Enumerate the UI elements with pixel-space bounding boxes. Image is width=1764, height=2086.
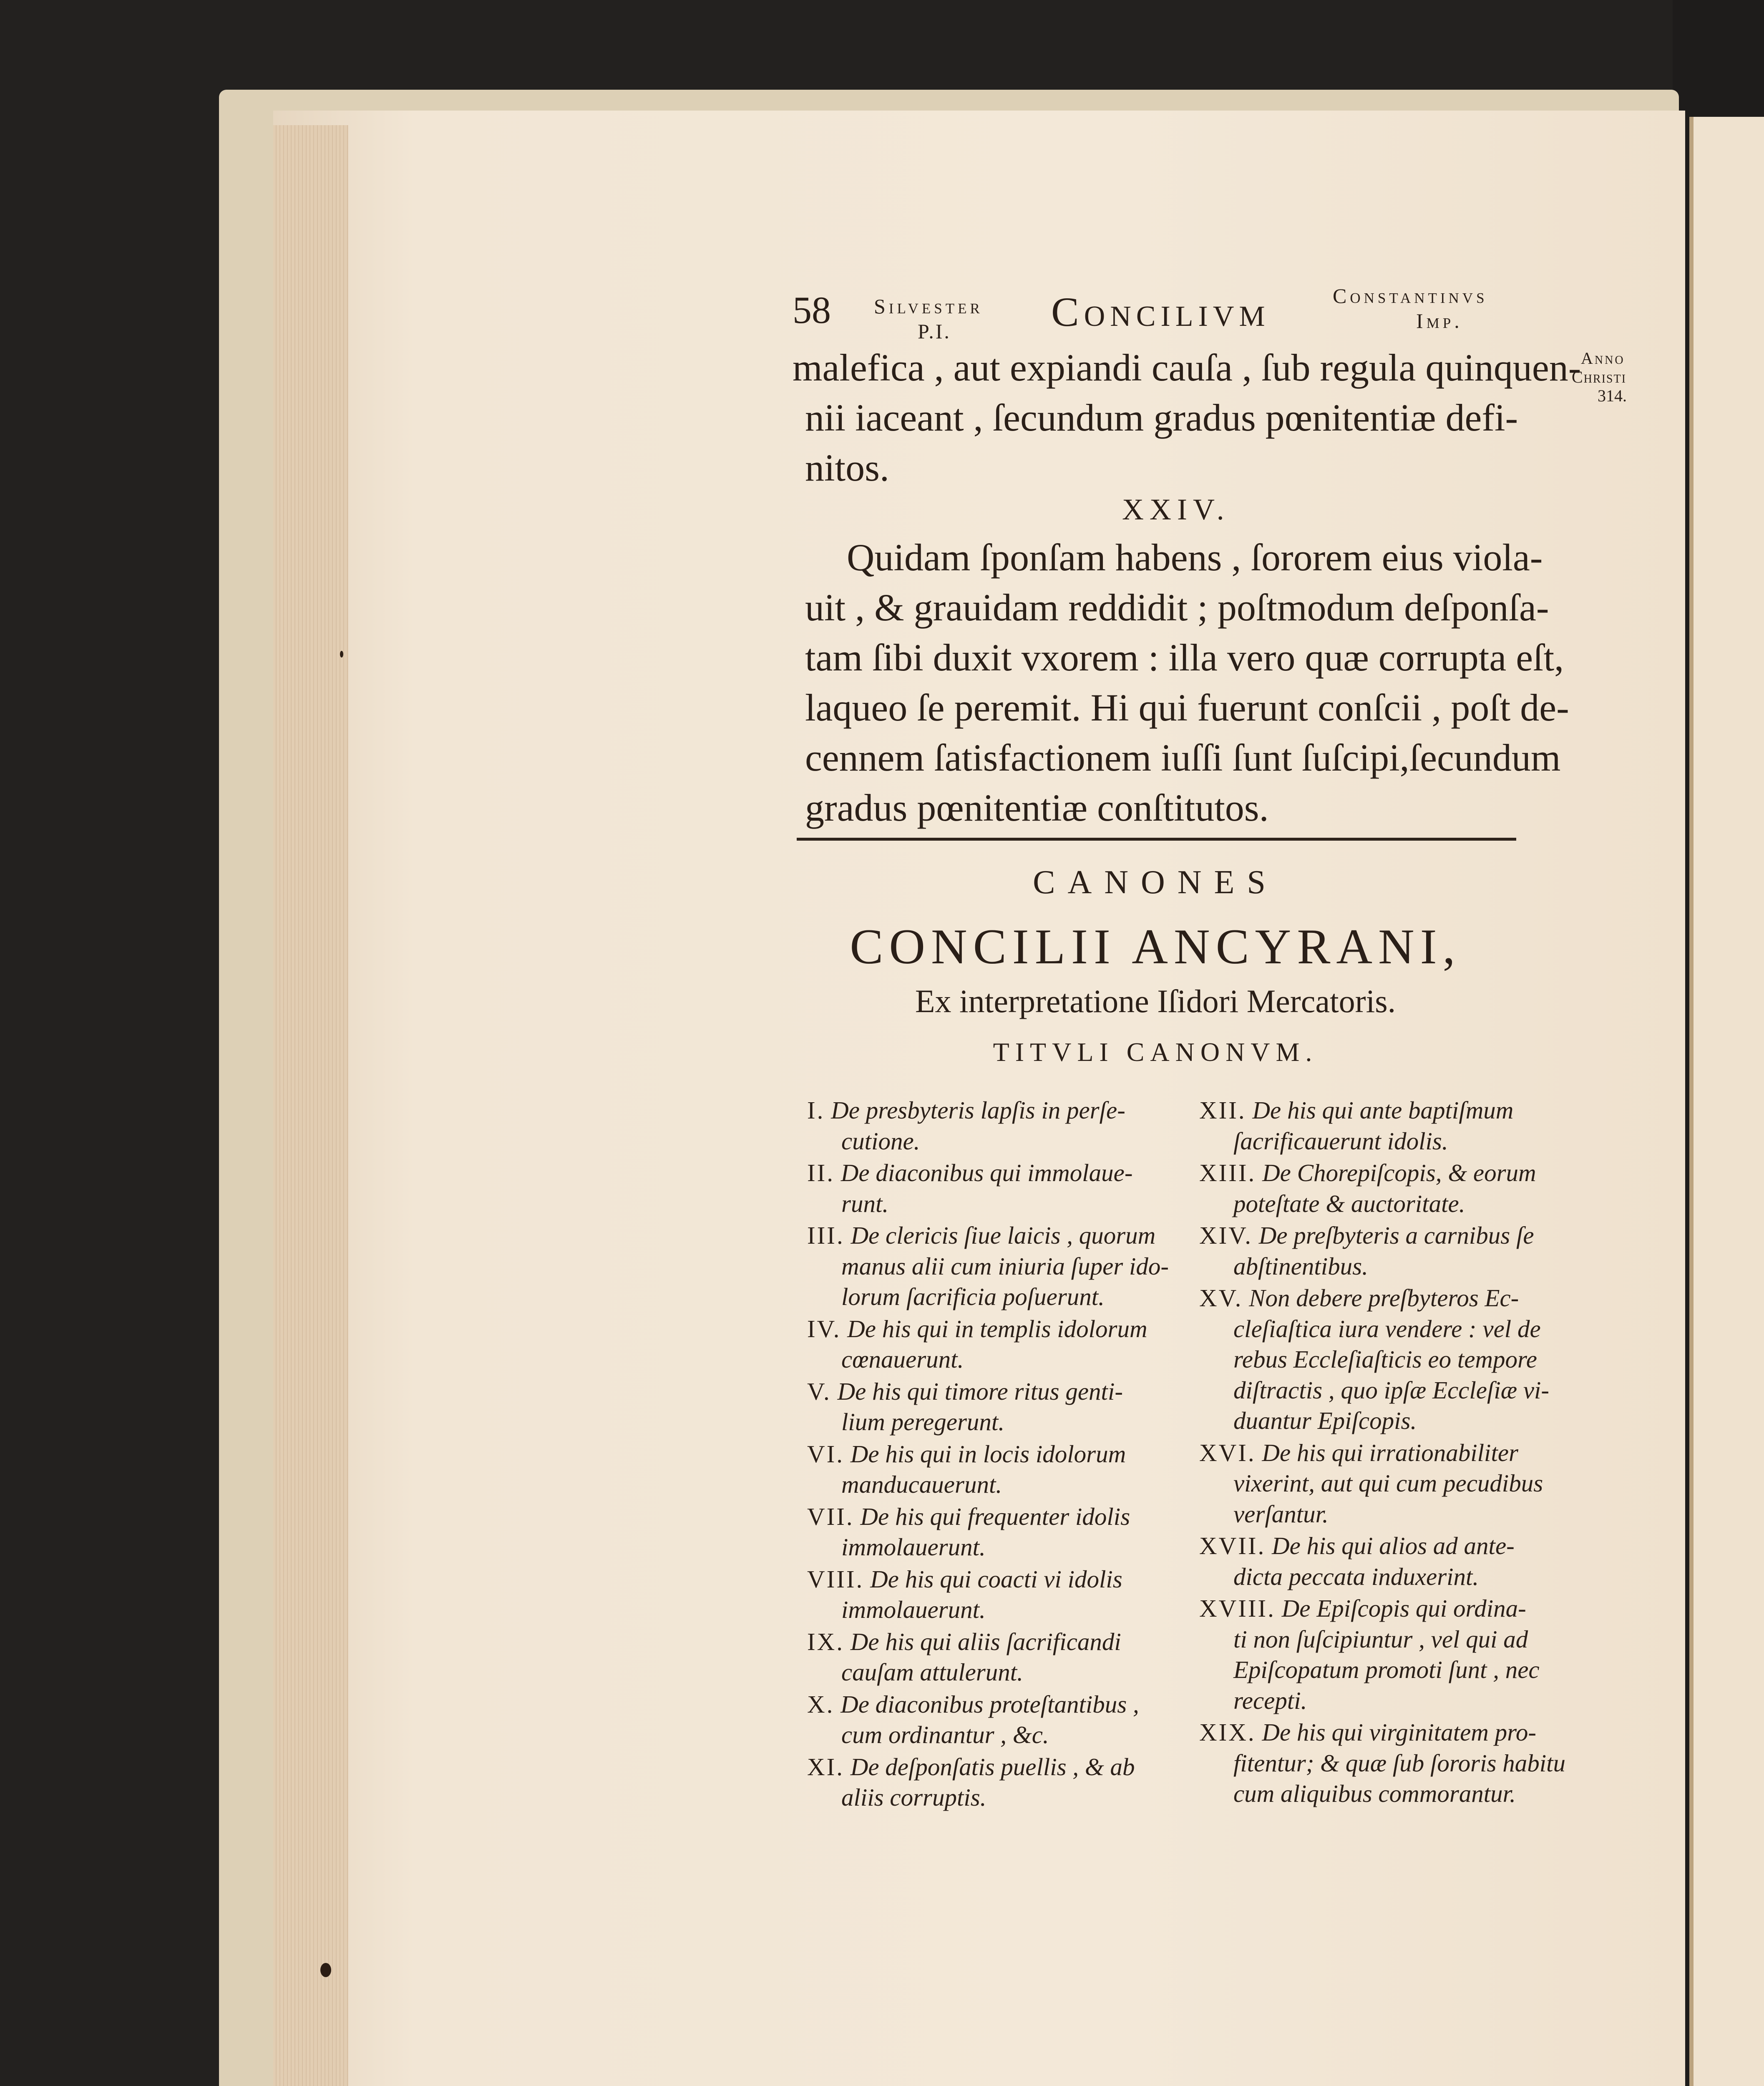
toc-number: XIX. xyxy=(1199,1718,1256,1746)
facing-page-edge xyxy=(1689,117,1764,2086)
toc-text: De his qui in locis idolorum xyxy=(850,1440,1126,1468)
toc-entry-9 xyxy=(807,1627,1183,1688)
toc-text: cum ordinantur , &c. xyxy=(841,1721,1049,1748)
body-line-7: tam ſibi duxit vxorem : illa vero quæ corrupta eſt, xyxy=(805,636,1564,679)
toc-entry-10 xyxy=(807,1689,1183,1751)
toc-text: fitentur; & quæ ſub ſororis habitu xyxy=(1233,1749,1566,1777)
body-line-1: malefica , aut expiandi cauſa , ſub regula quinquen- xyxy=(793,346,1581,389)
toc-text: manducauerunt. xyxy=(841,1471,1002,1498)
toc-text: ſacrificauerunt idolis. xyxy=(1233,1127,1448,1155)
toc-text: De his qui alios ad ante- xyxy=(1272,1532,1515,1559)
toc-text: De Chorepiſcopis, & eorum xyxy=(1262,1159,1536,1187)
toc-text: De his qui ante baptiſmum xyxy=(1252,1096,1514,1124)
toc-entry-8 xyxy=(807,1564,1183,1625)
toc-entry-17 xyxy=(1199,1531,1575,1592)
toc-number: XVIII. xyxy=(1199,1595,1276,1622)
toc-number: XIV. xyxy=(1199,1222,1253,1249)
ink-blot xyxy=(320,1963,331,1977)
toc-text: De clericis ſiue laicis , quorum xyxy=(851,1222,1156,1249)
toc-entry-18 xyxy=(1199,1593,1575,1716)
header-note-left-line1: Silvester xyxy=(874,295,983,318)
toc-number: VII. xyxy=(807,1502,854,1530)
page-edges-stack xyxy=(273,125,348,2086)
toc-text: De his qui coacti vi idolis xyxy=(870,1565,1122,1593)
toc-number: IV. xyxy=(807,1315,841,1343)
toc-number: X. xyxy=(807,1690,835,1718)
toc-entry-4 xyxy=(807,1314,1183,1375)
toc-text: Epiſcopatum promoti ſunt , nec xyxy=(1233,1656,1540,1683)
toc-entry-2 xyxy=(807,1158,1183,1219)
margin-note-line3: 314. xyxy=(1598,386,1627,405)
toc-number: XII. xyxy=(1199,1096,1246,1124)
toc-number: XV. xyxy=(1199,1284,1243,1312)
toc-text: De his qui frequenter idolis xyxy=(860,1502,1130,1530)
body-line-9: cennem ſatisfactionem iuſſi ſunt ſuſcipi,ſecundum xyxy=(805,736,1561,779)
toc-number: VI. xyxy=(807,1440,845,1468)
toc-text: De preſbyteris a carnibus ſe xyxy=(1258,1222,1534,1249)
toc-text: manus alii cum iniuria ſuper ido- xyxy=(841,1252,1169,1280)
toc-text: lium peregerunt. xyxy=(841,1408,1005,1436)
toc-text: De Epiſcopis qui ordina- xyxy=(1281,1595,1526,1622)
section-rule xyxy=(797,838,1516,841)
toc-entry-3 xyxy=(807,1220,1183,1313)
toc-text: verſantur. xyxy=(1233,1500,1329,1528)
toc-text: cauſam attulerunt. xyxy=(841,1658,1023,1686)
toc-entry-15 xyxy=(1199,1283,1575,1436)
toc-left-column xyxy=(807,1095,1183,1814)
toc-text: recepti. xyxy=(1233,1686,1307,1714)
page-number: 58 xyxy=(793,289,831,331)
toc-right-column xyxy=(1199,1095,1575,1811)
toc-number: IX. xyxy=(807,1627,845,1655)
toc-number: V. xyxy=(807,1377,831,1405)
toc-number: VIII. xyxy=(807,1565,864,1593)
toc-text: De his qui in templis idolorum xyxy=(847,1315,1147,1343)
section-title-line2: CONCILII ANCYRANI, xyxy=(850,919,1461,974)
toc-text: cleſiaſtica iura vendere : vel de xyxy=(1233,1315,1541,1343)
toc-text: De presbyteris lapſis in perſe- xyxy=(831,1096,1125,1124)
toc-entry-11 xyxy=(807,1752,1183,1813)
toc-number: I. xyxy=(807,1096,825,1124)
toc-text: dicta peccata induxerint. xyxy=(1233,1562,1479,1590)
body-line-6: uit , & grauidam reddidit ; poſtmodum deſponſa- xyxy=(805,586,1549,629)
toc-entry-12 xyxy=(1199,1095,1575,1156)
toc-text: duantur Epiſcopis. xyxy=(1233,1407,1417,1434)
toc-heading: TITVLI CANONVM. xyxy=(993,1037,1318,1067)
body-line-3: nitos. xyxy=(805,446,889,489)
toc-text: vixerint, aut qui cum pecudibus xyxy=(1233,1469,1543,1497)
running-title: Concilivm xyxy=(1051,289,1270,335)
toc-number: XIII. xyxy=(1199,1159,1256,1187)
toc-text: cutione. xyxy=(841,1127,920,1155)
header-note-right-line2: Imp. xyxy=(1416,309,1463,333)
header-note-left-line2: P.I. xyxy=(918,320,951,343)
margin-note-line1: Anno xyxy=(1581,349,1625,368)
toc-entry-14 xyxy=(1199,1220,1575,1282)
toc-entry-5 xyxy=(807,1376,1183,1438)
toc-text: cœnauerunt. xyxy=(841,1345,964,1373)
toc-number: XVII. xyxy=(1199,1532,1266,1559)
toc-text: De deſponſatis puellis , & ab xyxy=(850,1753,1135,1781)
toc-text: De his qui timore ritus genti- xyxy=(837,1377,1123,1405)
canon-number-xxiv: XXIV. xyxy=(1122,493,1230,526)
header-note-right-line1: Constantinvs xyxy=(1333,284,1488,307)
toc-text: Non debere preſbyteros Ec- xyxy=(1249,1284,1519,1312)
toc-text: immolauerunt. xyxy=(841,1533,986,1561)
toc-text: aliis corruptis. xyxy=(841,1784,986,1811)
toc-text: De his qui irrationabiliter xyxy=(1262,1439,1518,1466)
body-line-2: nii iaceant , ſecundum gradus pœnitentiæ defi- xyxy=(805,396,1518,439)
toc-text: De his qui aliis ſacrificandi xyxy=(850,1627,1121,1655)
body-line-5: Quidam ſponſam habens , ſororem eius viola- xyxy=(847,536,1543,579)
toc-entry-19 xyxy=(1199,1717,1575,1809)
section-subtitle: Ex interpretatione Iſidori Mercatoris. xyxy=(915,983,1396,1019)
toc-entry-16 xyxy=(1199,1438,1575,1530)
toc-text: rebus Eccleſiaſticis eo tempore xyxy=(1233,1345,1537,1373)
toc-text: runt. xyxy=(841,1189,889,1217)
toc-entry-1 xyxy=(807,1095,1183,1156)
toc-text: De his qui virginitatem pro- xyxy=(1262,1718,1537,1746)
margin-note-line2: Christi xyxy=(1572,368,1626,386)
toc-text: poteſtate & auctoritate. xyxy=(1233,1189,1465,1217)
toc-number: III. xyxy=(807,1222,845,1249)
toc-text: abſtinentibus. xyxy=(1233,1252,1368,1280)
toc-text: De diaconibus proteſtantibus , xyxy=(840,1690,1139,1718)
body-line-10: gradus pœnitentiæ conſtitutos. xyxy=(805,786,1269,829)
body-line-8: laqueo ſe peremit. Hi qui fuerunt conſcii , poſt de- xyxy=(805,686,1569,729)
toc-entry-7 xyxy=(807,1502,1183,1563)
section-title-line1: CANONES xyxy=(1033,864,1278,901)
toc-number: XI. xyxy=(807,1753,845,1781)
toc-entry-13 xyxy=(1199,1158,1575,1219)
toc-text: immolauerunt. xyxy=(841,1596,986,1623)
ink-speck xyxy=(340,651,343,658)
toc-text: diſtractis , quo ipſæ Eccleſiæ vi- xyxy=(1233,1376,1550,1404)
toc-text: ti non ſuſcipiuntur , vel qui ad xyxy=(1233,1625,1528,1653)
toc-text: De diaconibus qui immolaue- xyxy=(840,1159,1133,1187)
toc-number: II. xyxy=(807,1159,835,1187)
toc-entry-6 xyxy=(807,1439,1183,1500)
toc-text: cum aliquibus commorantur. xyxy=(1233,1780,1516,1807)
toc-text: lorum ſacrificia poſuerunt. xyxy=(841,1283,1105,1310)
toc-number: XVI. xyxy=(1199,1439,1256,1466)
